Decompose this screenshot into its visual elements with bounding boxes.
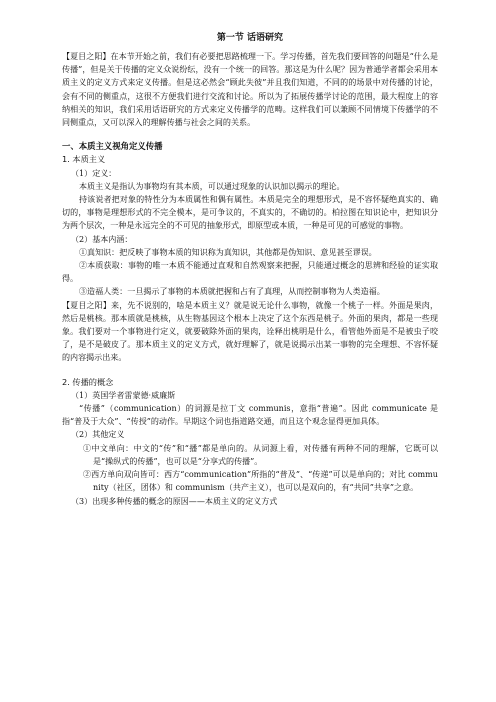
subheading-reasons: （3）出现多种传播的概念的原因——本质主义的定义方式 bbox=[71, 496, 278, 506]
heading-communication-concept: 2. 传播的概念 bbox=[62, 376, 114, 387]
heading-essentialism-sub: 1. 本质主义 bbox=[62, 154, 106, 165]
other-definition-item-2: ②西方单向双向皆可：西方“communication”所指的“普及”、“传递”可以是单向的；对比 community（社区，团体）和 communism（共产主义），也可以是双向的，有“共同”共享”之意。 bbox=[83, 470, 438, 493]
subheading-williams: （1）英国学者雷蒙德·威廉斯 bbox=[71, 390, 176, 400]
other-definition-item-1: ①中文单向：中文的“传”和“播”都是单向的。从词源上看，对传播有两种不同的理解，它既可以是“操纵式的传播”，也可以是“分享式的传播”。 bbox=[83, 443, 438, 466]
spacer bbox=[62, 129, 438, 140]
etymology-paragraph: “传播”（communication）的词源是拉丁文 communis，意指“普遍”。因此 communicate 是指“普及于大众”、“传授”的动作。早期这个词也指道路交通，而且这个观念显得更加具体。 bbox=[62, 404, 438, 427]
section-title: 第一节 话语研究 bbox=[216, 33, 284, 43]
subheading-definition: （1）定义： bbox=[71, 168, 117, 178]
basic-meaning-item-1: ①真知识：把反映了事物本质的知识称为真知识，其他都是伪知识、意见甚至谬误。 bbox=[79, 247, 377, 257]
intro-paragraph: 【夏目之阳】在本节开始之前，我们有必要把思路梳理一下。学习传播，首先我们要回答的问题是“什么是传播”，但是关于传播的定义众说纷纭，没有一个统一的回答。那这是为什么呢？因为普通学者都会采用本质主义的定义方式来定义传播。但是这必然会“顾此失彼”并且我们知道，不同的的场景中对传播的讨论，会有不同的侧重点，这很不方便我们进行交流和讨论。所以为了拓展传播学讨论的范围，最大程度上的容纳相关的知识，我们采用话语研究的方式来定义传播学的范畴。这样我们可以兼顾不同情境下传播学的不同侧重点，又可以深入的理解传播与社会之间的关系。 bbox=[62, 52, 438, 128]
heading-essentialism: 一、本质主义视角定义传播 bbox=[62, 141, 163, 152]
definition-paragraph-1: 本质主义是指认为事物均有其本质，可以通过现象的认识加以揭示的理论。 bbox=[79, 181, 345, 191]
note-paragraph: 【夏目之阳】来，先不说别的，啥是本质主义？就是说无论什么事物，就像一个桃子一样。外面是果肉，然后是桃核。那本质就是桃核，从生物基因这个根本上决定了这个东西是桃子。外面的果肉，都是一些现象。我们要对一个事物进行定义，就要破除外面的果肉，诠释出桃明是什么，看管他外面是不是被虫子咬了，是不是破皮了。那本质主义的定义方式，就好理解了，就是说揭示出某一事物的完全理想、不容怀疑的内容揭示出来。 bbox=[62, 300, 438, 363]
basic-meaning-item-3: ③造福人类：一旦揭示了事物的本质就把握和占有了真理，从而控制事物为人类造福。 bbox=[79, 287, 385, 297]
spacer bbox=[62, 365, 438, 376]
basic-meaning-item-2: ②本质获取：事物的唯一本质不能通过直观和自然观察来把握，只能通过概念的思辨和经验的证实取得。 bbox=[62, 261, 438, 284]
subheading-basic-meaning: （2）基本内涵： bbox=[71, 234, 133, 244]
definition-paragraph-2: 持该说者把对象的特性分为本质属性和偶有属性。本质是完全的理想形式，是不容怀疑绝真实的、确切的，事物是理想形式的不完全模本，是可争议的，不真实的，不确切的。柏拉图在知识论中，把知识分为两个层次，一种是永远完全的不可见的抽象形式，即原型或本质，一种是可见的可感觉的事物。 bbox=[62, 195, 438, 231]
subheading-other-definitions: （2）其他定义 bbox=[71, 430, 125, 440]
